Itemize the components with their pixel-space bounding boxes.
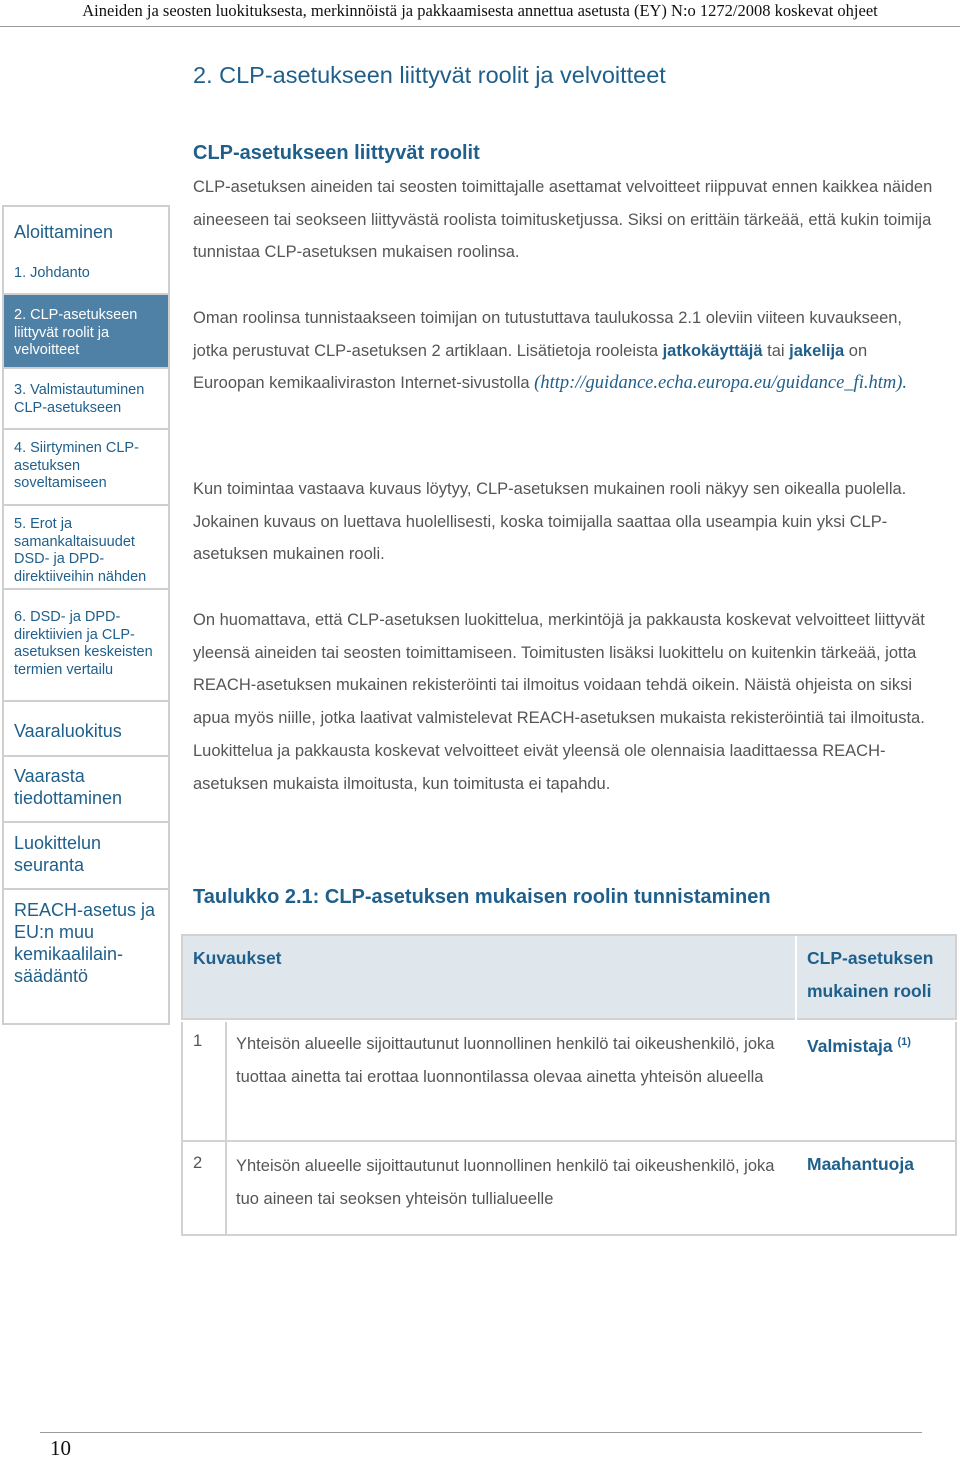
page-title: 2. CLP-asetukseen liittyvät roolit ja velvoitteet [193, 62, 666, 88]
sidebar-section-reach[interactable]: REACH-asetus ja EU:n muu kemikaalilain-säädäntö [14, 900, 156, 986]
sidebar-item-comparison[interactable]: 6. DSD- ja DPD-direktiivien ja CLP-asetuksen keskeisten termien vertailu [14, 609, 153, 678]
paragraph-description: Kun toimintaa vastaava kuvaus löytyy, CLP-asetuksen mukainen rooli näkyy sen oikealla puolella. Jokainen kuvaus on luettava huolellisesti, koska toimijalla saattaa olla useampia kuin yksi CLP-asetuksen mukainen rooli. [193, 480, 907, 564]
paragraph-notice: On huomattava, että CLP-asetuksen luokittelua, merkintöjä ja pakkausta koskevat velvoitteet liittyvät yleensä aineiden tai seosten toimittamiseen. Toimitusten lisäksi luokittelu on kuitenkin tärkeää, jotta REACH-asetuksen mukainen rekisteröinti tai ilmoitus voidaan tehdä oikein. Näistä ohjeista on siksi apua myös niille, jotka laativat valmistelevat REACH-asetuksen mukaista rekisteröintiä tai ilmoitusta. Luokittelua ja pakkausta koskevat velvoitteet eivät yleensä ole olennaisia laadittaessa REACH-asetuksen mukaista ilmoitusta, kun toimitusta ei tapahdu. [193, 611, 925, 793]
sidebar-item-transition[interactable]: 4. Siirtyminen CLP-asetuksen soveltamiseen [14, 440, 139, 491]
table-title: Taulukko 2.1: CLP-asetuksen mukaisen roolin tunnistaminen [193, 886, 771, 908]
row-number: 1 [193, 1032, 203, 1050]
table-header [181, 934, 957, 1020]
footer-divider [40, 1432, 922, 1433]
footnote-marker: (1) [897, 1036, 911, 1049]
sidebar-item-intro[interactable]: 1. Johdanto [14, 265, 90, 281]
table-row [181, 1022, 957, 1142]
sidebar-nav [2, 205, 170, 1025]
paragraph-roles: Oman roolinsa tunnistaakseen toimijan on tutustuttava taulukossa 2.1 oleviin viiteen kuvaukseen, jotka perustuvat CLP-asetuksen 2 artiklaan. Lisätietoja rooleista jatkokäyttäjä tai jakelija on Euroopan kemikaaliviraston Internet-sivustolla (http://guidance.echa.europa.eu/guidance_fi.htm). [193, 309, 907, 394]
sidebar-item-preparation[interactable]: 3. Valmistautuminen CLP-asetukseen [14, 382, 145, 416]
page-number: 10 [50, 1436, 71, 1460]
sidebar-section-hazard-communication[interactable]: Vaarasta tiedottaminen [14, 766, 123, 808]
row-description: Yhteisön alueelle sijoittautunut luonnollinen henkilö tai oikeushenkilö, joka tuottaa ainetta tai erottaa luonnontilassa olevaa ainetta yhteisön alueella [236, 1035, 775, 1086]
keyword-distributor: jakelija [789, 341, 845, 360]
row-role: Valmistaja $^{(1)}$ [807, 1036, 911, 1056]
table-row [181, 1142, 957, 1236]
row-number: 2 [193, 1154, 203, 1172]
sidebar-section-classification-tracking[interactable]: Luokittelun seuranta [14, 833, 102, 875]
section-heading: CLP-asetukseen liittyvät roolit [193, 142, 480, 164]
paragraph-intro: CLP-asetuksen aineiden tai seosten toimittajalle asettamat velvoitteet riippuvat ennen kaikkea näiden aineeseen tai seokseen liittyvästä roolista toimitusketjussa. Siksi on erittäin tärkeää, että kukin toimija tunnistaa CLP-asetuksen mukaisen roolinsa. [193, 178, 933, 262]
guidance-link[interactable]: (http://guidance.echa.europa.eu/guidance_fi.htm). [534, 373, 907, 394]
column-header-role: CLP-asetuksen mukainen rooli [807, 948, 934, 1001]
sidebar-item-differences[interactable]: 5. Erot ja samankaltaisuudet DSD- ja DPD-direktiiveihin nähden [14, 516, 147, 585]
running-header: Aineiden ja seosten luokituksesta, merkinnöistä ja pakkaamisesta annettua asetusta (EY) N:o 1272/2008 koskevat ohjeet [0, 0, 960, 27]
sidebar-item-roles[interactable]: 2. CLP-asetukseen liittyvät roolit ja velvoitteet [4, 295, 168, 367]
sidebar-item-start[interactable]: Aloittaminen [14, 222, 114, 242]
row-description: Yhteisön alueelle sijoittautunut luonnollinen henkilö tai oikeushenkilö, joka tuo aineen tai seoksen yhteisön tullialueelle [236, 1157, 775, 1208]
row-role: Maahantuoja [807, 1154, 914, 1174]
keyword-downstream-user: jatkokäyttäjä [662, 341, 763, 360]
column-header-descriptions: Kuvaukset [193, 948, 282, 968]
sidebar-section-hazard-classification[interactable]: Vaaraluokitus [14, 721, 122, 741]
